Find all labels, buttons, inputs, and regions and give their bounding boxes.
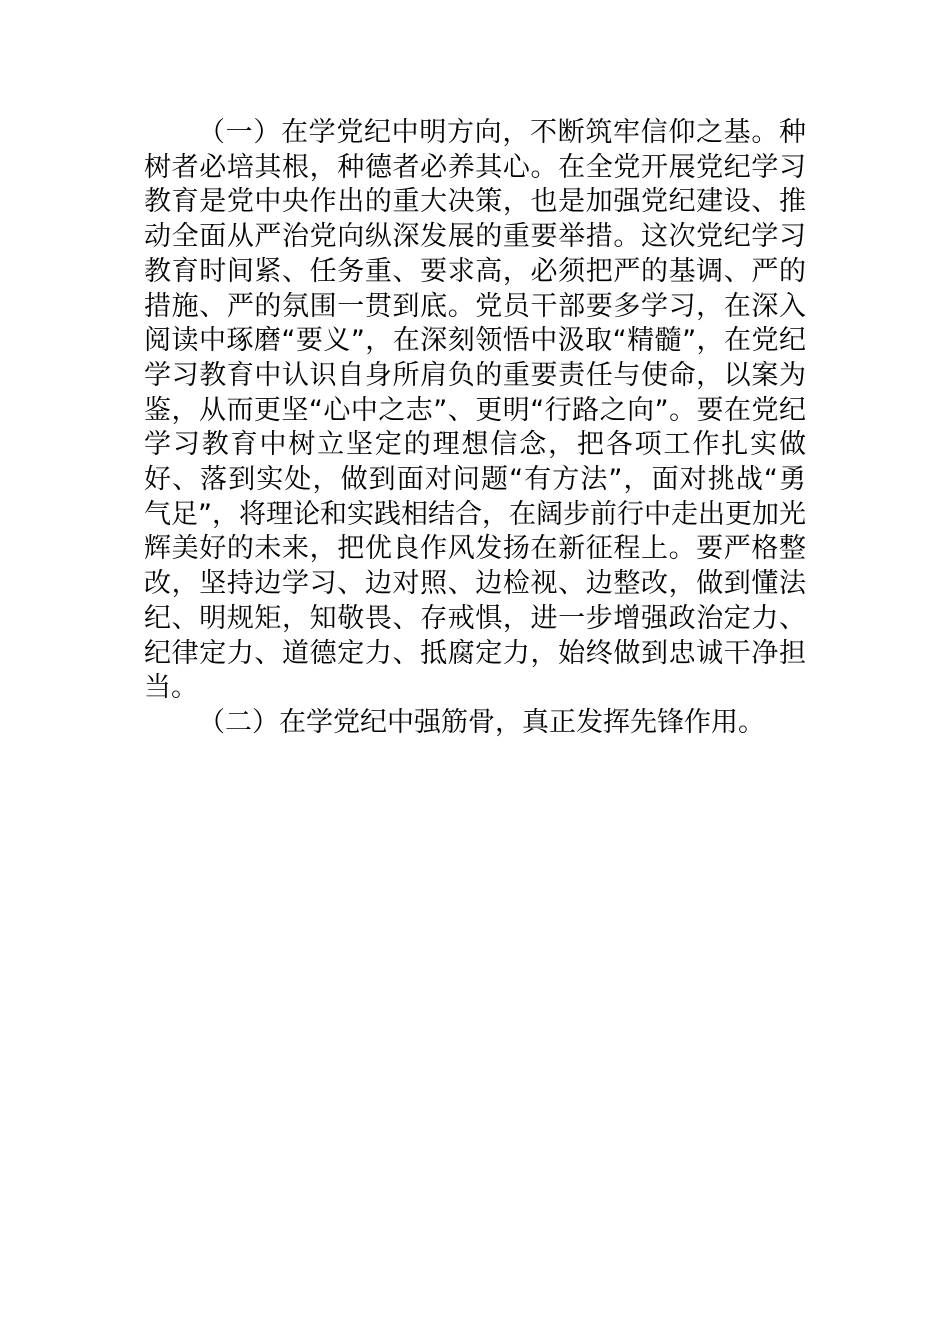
paragraph-section-one: （一）在学党纪中明方向，不断筑牢信仰之基。种树者必培其根，种德者必养其心。在全党开展党纪学习教育是党中央作出的重大决策，也是加强党纪建设、推动全面从严治党向纵深发展的重要举措。这次党纪学习教育时间紧、任务重、要求高，必须把严的基调、严的措施、严的氛围一贯到底。党员干部要多学习，在深入阅读中琢磨“要义”，在深刻领悟中汲取“精髓”，在党纪学习教育中认识自身所肩负的重要责任与使命，以案为鉴，从而更坚“心中之志”、更明“行路之向”。要在党纪学习教育中树立坚定的理想信念，把各项工作扎实做好、落到实处，做到面对问题“有方法”，面对挑战“勇气足”，将理论和实践相结合，在阔步前行中走出更加光辉美好的未来，把优良作风发扬在新征程上。要严格整改，坚持边学习、边对照、边检视、边整改，做到懂法纪、明规矩，知敬畏、存戒惧，进一步增强政治定力、纪律定力、道德定力、抵腐定力，始终做到忠诚干净担当。 [144, 117, 806, 704]
document-body [144, 116, 806, 741]
paragraph-section-two: （二）在学党纪中强筋骨，真正发挥先锋作用。 [198, 706, 765, 738]
